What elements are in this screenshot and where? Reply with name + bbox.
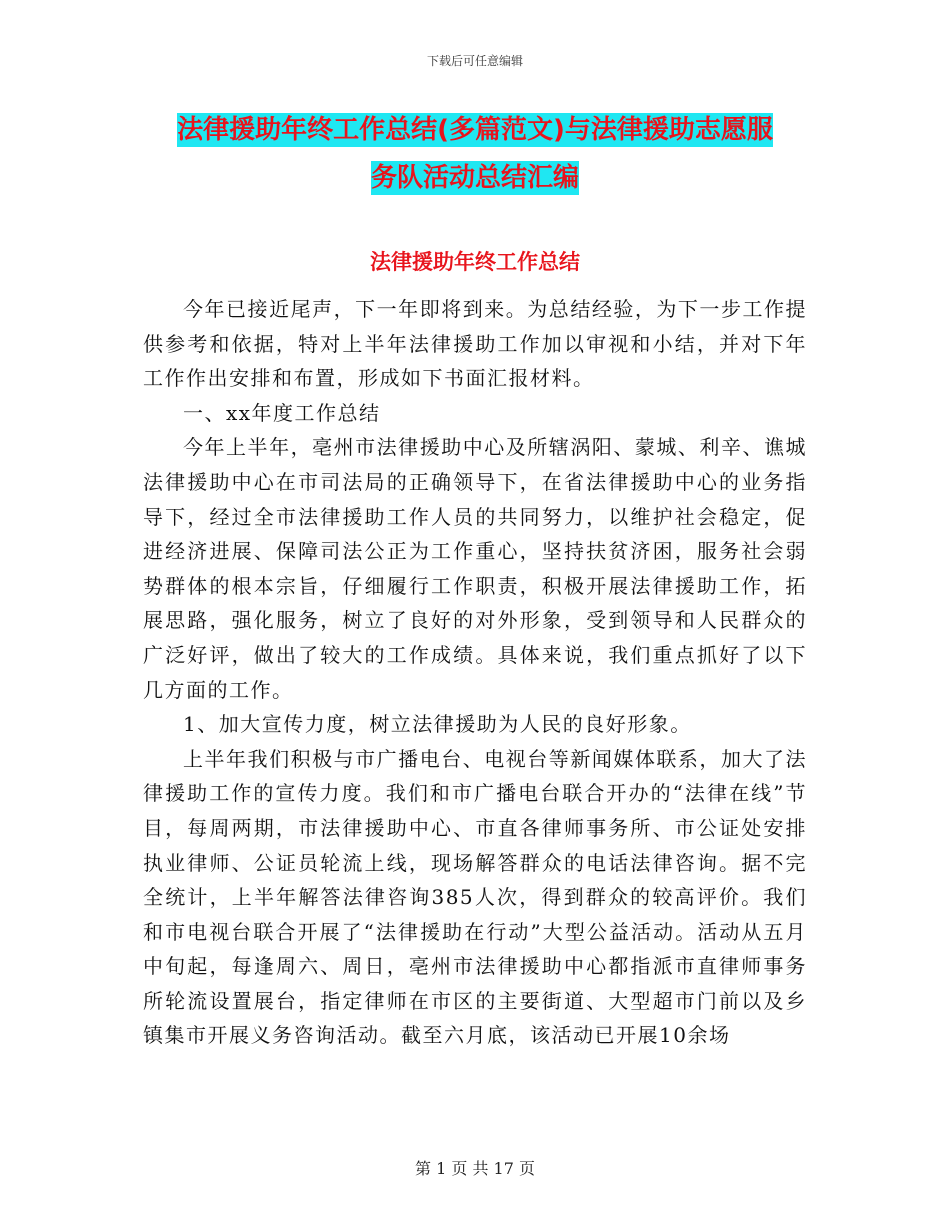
paragraph: 上半年我们积极与市广播电台、电视台等新闻媒体联系，加大了法律援助工作的宣传力度。我们和市广播电台联合开办的“法律在线”节目，每周两期，市法律援助中心、市直各律师事务所、市公证处安排执业律师、公证员轮流上线，现场解答群众的电话法律咨询。据不完全统计，上半年解答法律咨询385人次，得到群众的较高评价。我们和市电视台联合开展了“法律援助在行动”大型公益活动。活动从五月中旬起，每逢周六、周日，亳州市法律援助中心都指派市直律师事务所轮流设置展台，指定律师在市区的主要街道、大型超市门前以及乡镇集市开展义务咨询活动。截至六月底，该活动已开展10余场 — [143, 746, 807, 1048]
paragraph: 今年上半年，亳州市法律援助中心及所辖涡阳、蒙城、利辛、谯城法律援助中心在市司法局的正确领导下，在省法律援助中心的业务指导下，经过全市法律援助工作人员的共同努力，以维护社会稳定，促进经济进展、保障司法公正为工作重心，坚持扶贫济困，服务社会弱势群体的根本宗旨，仔细履行工作职责，积极开展法律援助工作，拓展思路，强化服务，树立了良好的对外形象，受到领导和人民群众的广泛好评，做出了较大的工作成绩。具体来说，我们重点抓好了以下几方面的工作。 — [143, 435, 807, 702]
page-number: 第 1 页 共 17 页 — [415, 1159, 535, 1178]
paragraph: 1、加大宣传力度，树立法律援助为人民的良好形象。 — [183, 712, 692, 737]
document-body — [143, 292, 807, 1053]
paragraph: 一、xx年度工作总结 — [183, 400, 381, 425]
document-title — [140, 106, 810, 202]
document-title-line-1: 法律援助年终工作总结(多篇范文)与法律援助志愿服 — [177, 115, 773, 145]
section-title: 法律援助年终工作总结 — [370, 250, 580, 274]
paragraph: 今年已接近尾声，下一年即将到来。为总结经验，为下一步工作提供参考和依据，特对上半年法律援助工作加以审视和小结，并对下年工作作出安排和布置，形成如下书面汇报材料。 — [143, 297, 807, 391]
page-header: 下载后可任意编辑 — [426, 54, 523, 68]
document-title-line-2: 务队活动总结汇编 — [370, 163, 579, 193]
